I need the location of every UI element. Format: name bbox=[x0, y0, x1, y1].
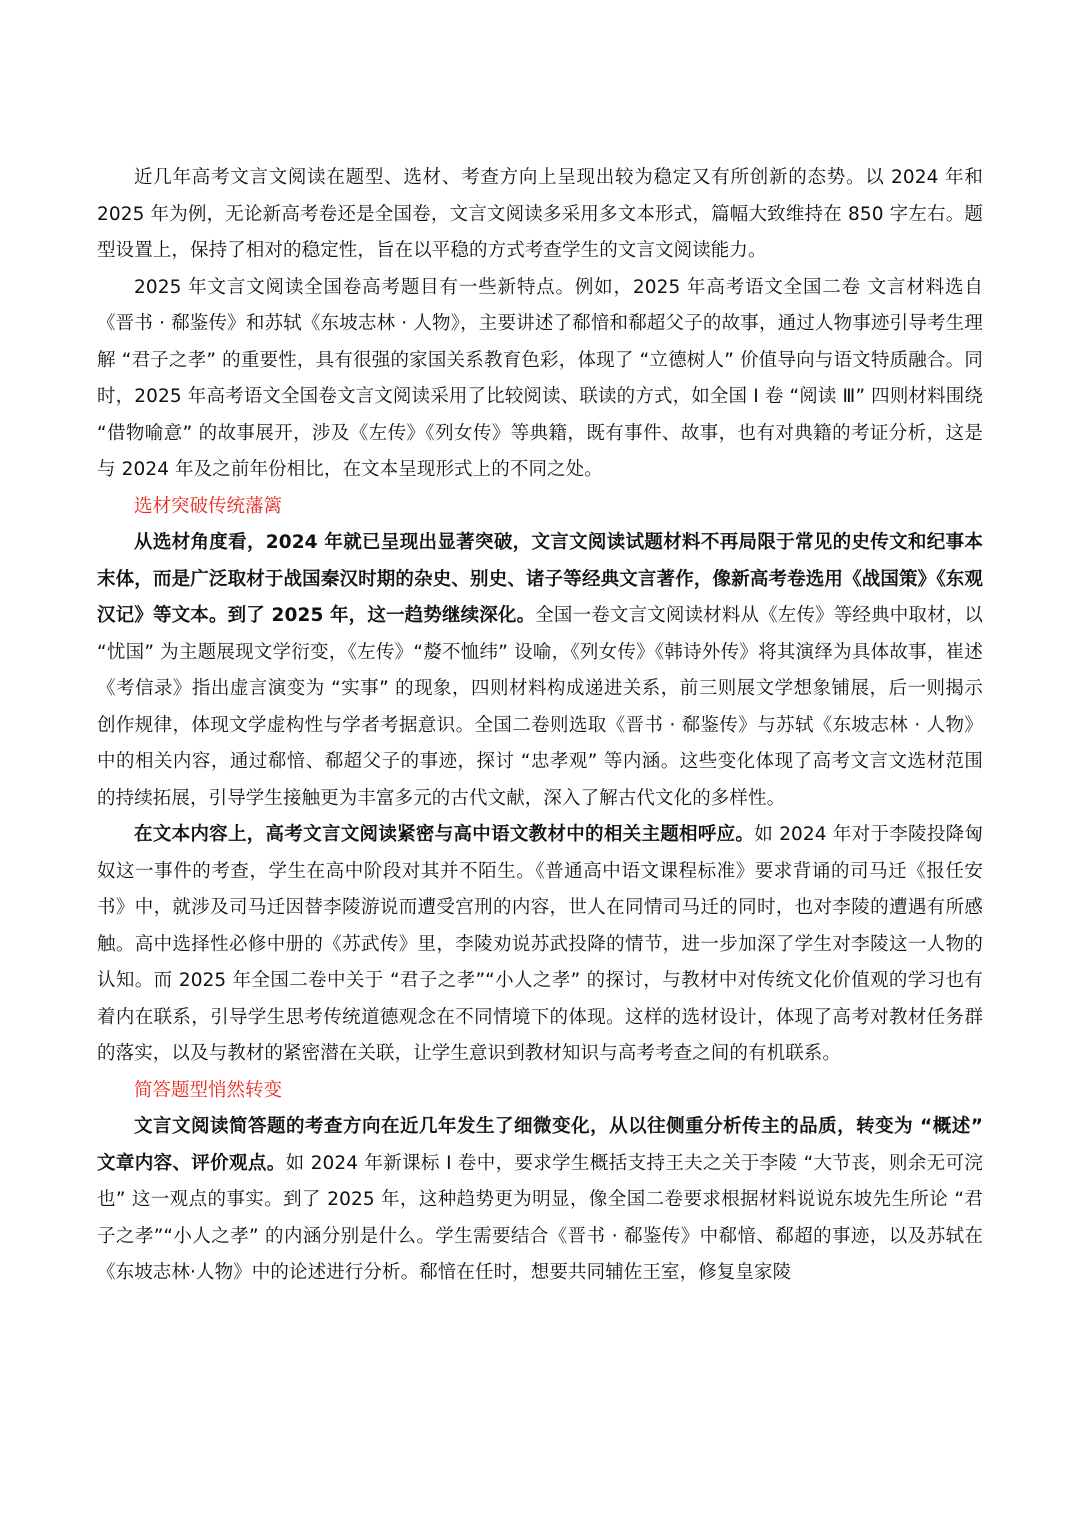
paragraph-material-selection-bold: 从选材角度看，2024 年就已呈现出显著突破，文言文阅读试题材料不再局限于常见的史传文和纪事本末体，而是广泛取材于战国秦汉时期的杂史、别史、诸子等经典文言著作，像新高考卷选用《战国策》《东观汉记》等文本。到了 2025 年，这一趋势继续深化。 bbox=[97, 532, 983, 626]
paragraph-textbook-link-bold: 在文本内容上，高考文言文阅读紧密与高中语文教材中的相关主题相呼应。 bbox=[134, 824, 755, 845]
paragraph-material-selection bbox=[97, 525, 983, 817]
paragraph-material-selection-body: 全国一卷文言文阅读材料从《左传》等经典中取材，以 “忧国” 为主题展现文学衍变，《左传》“嫠不恤纬” 设喻，《列女传》《韩诗外传》将其演绎为具体故事，崔述《考信录》指出虚言演变为 “实事” 的现象，四则材料构成递进关系，前三则展文学想象铺展，后一则揭示创作规律，体现文学虚构性与学者考据意识。全国二卷则选取《晋书 · 郗鉴传》与苏轼《东坡志林 · 人物》中的相关内容，通过郗愔、郗超父子的事迹，探讨 “忠孝观” 等内涵。这些变化体现了高考文言文选材范围的持续拓展，引导学生接触更为丰富多元的古代文献，深入了解古代文化的多样性。 bbox=[97, 605, 983, 809]
paragraph-short-answer bbox=[97, 1109, 983, 1292]
section-heading-short-answer-change: 简答题型悄然转变 bbox=[134, 1079, 283, 1101]
paragraph-short-answer-bold: 文言文阅读简答题的考查方向在近几年发生了细微变化，从以往侧重分析传主的品质，转变为 “概述” 文章内容、评价观点。 bbox=[97, 1116, 983, 1174]
document-page bbox=[97, 160, 983, 1292]
paragraph-short-answer-body: 如 2024 年新课标 I 卷中，要求学生概括支持王夫之关于李陵 “大节丧，则余无可浣也” 这一观点的事实。到了 2025 年，这种趋势更为明显，像全国二卷要求根据材料说说东坡先生所论 “君子之孝”“小人之孝” 的内涵分别是什么。学生需要结合《晋书 · 郗鉴传》中郗愔、郗超的事迹，以及苏轼在《东坡志林·人物》中的论述进行分析。郗愔在任时，想要共同辅佐王室，修复皇家陵 bbox=[97, 1152, 983, 1283]
paragraph-textbook-link bbox=[97, 817, 983, 1073]
paragraph-2025-features: 2025 年文言文阅读全国卷高考题目有一些新特点。例如，2025 年高考语文全国二卷 文言材料选自《晋书 · 郗鉴传》和苏轼《东坡志林 · 人物》，主要讲述了郗愔和郗超父子的故事，通过人物事迹引导考生理解 “君子之孝” 的重要性，具有很强的家国关系教育色彩，体现了 “立德树人” 价值导向与语文特质融合。同时，2025 年高考语文全国卷文言文阅读采用了比较阅读、联读的方式，如全国 Ⅰ 卷 “阅读 Ⅲ” 四则材料围绕 “借物喻意” 的故事展开，涉及《左传》《列女传》等典籍，既有事件、故事，也有对典籍的考证分析，这是与 2024 年及之前年份相比，在文本呈现形式上的不同之处。 bbox=[97, 276, 983, 480]
section-heading-material-breakthrough: 选材突破传统藩篱 bbox=[134, 495, 283, 517]
paragraph-textbook-link-body: 如 2024 年对于李陵投降匈奴这一事件的考查，学生在高中阶段对其并不陌生。《普通高中语文课程标准》要求背诵的司马迁《报任安书》中，就涉及司马迁因替李陵游说而遭受宫刑的内容，世人在同情司马迁的同时，也对李陵的遭遇有所感触。高中选择性必修中册的《苏武传》里，李陵劝说苏武投降的情节，进一步加深了学生对李陵这一人物的认知。而 2025 年全国二卷中关于 “君子之孝”“小人之孝” 的探讨，与教材中对传统文化价值观的学习也有着内在联系，引导学生思考传统道德观念在不同情境下的体现。这样的选材设计，体现了高考对教材任务群的落实，以及与教材的紧密潜在关联，让学生意识到教材知识与高考考查之间的有机联系。 bbox=[97, 824, 984, 1064]
paragraph-intro: 近几年高考文言文阅读在题型、选材、考查方向上呈现出较为稳定又有所创新的态势。以 2024 年和 2025 年为例，无论新高考卷还是全国卷，文言文阅读多采用多文本形式，篇幅大致维持在 850 字左右。题型设置上，保持了相对的稳定性，旨在以平稳的方式考查学生的文言文阅读能力。 bbox=[97, 167, 983, 261]
